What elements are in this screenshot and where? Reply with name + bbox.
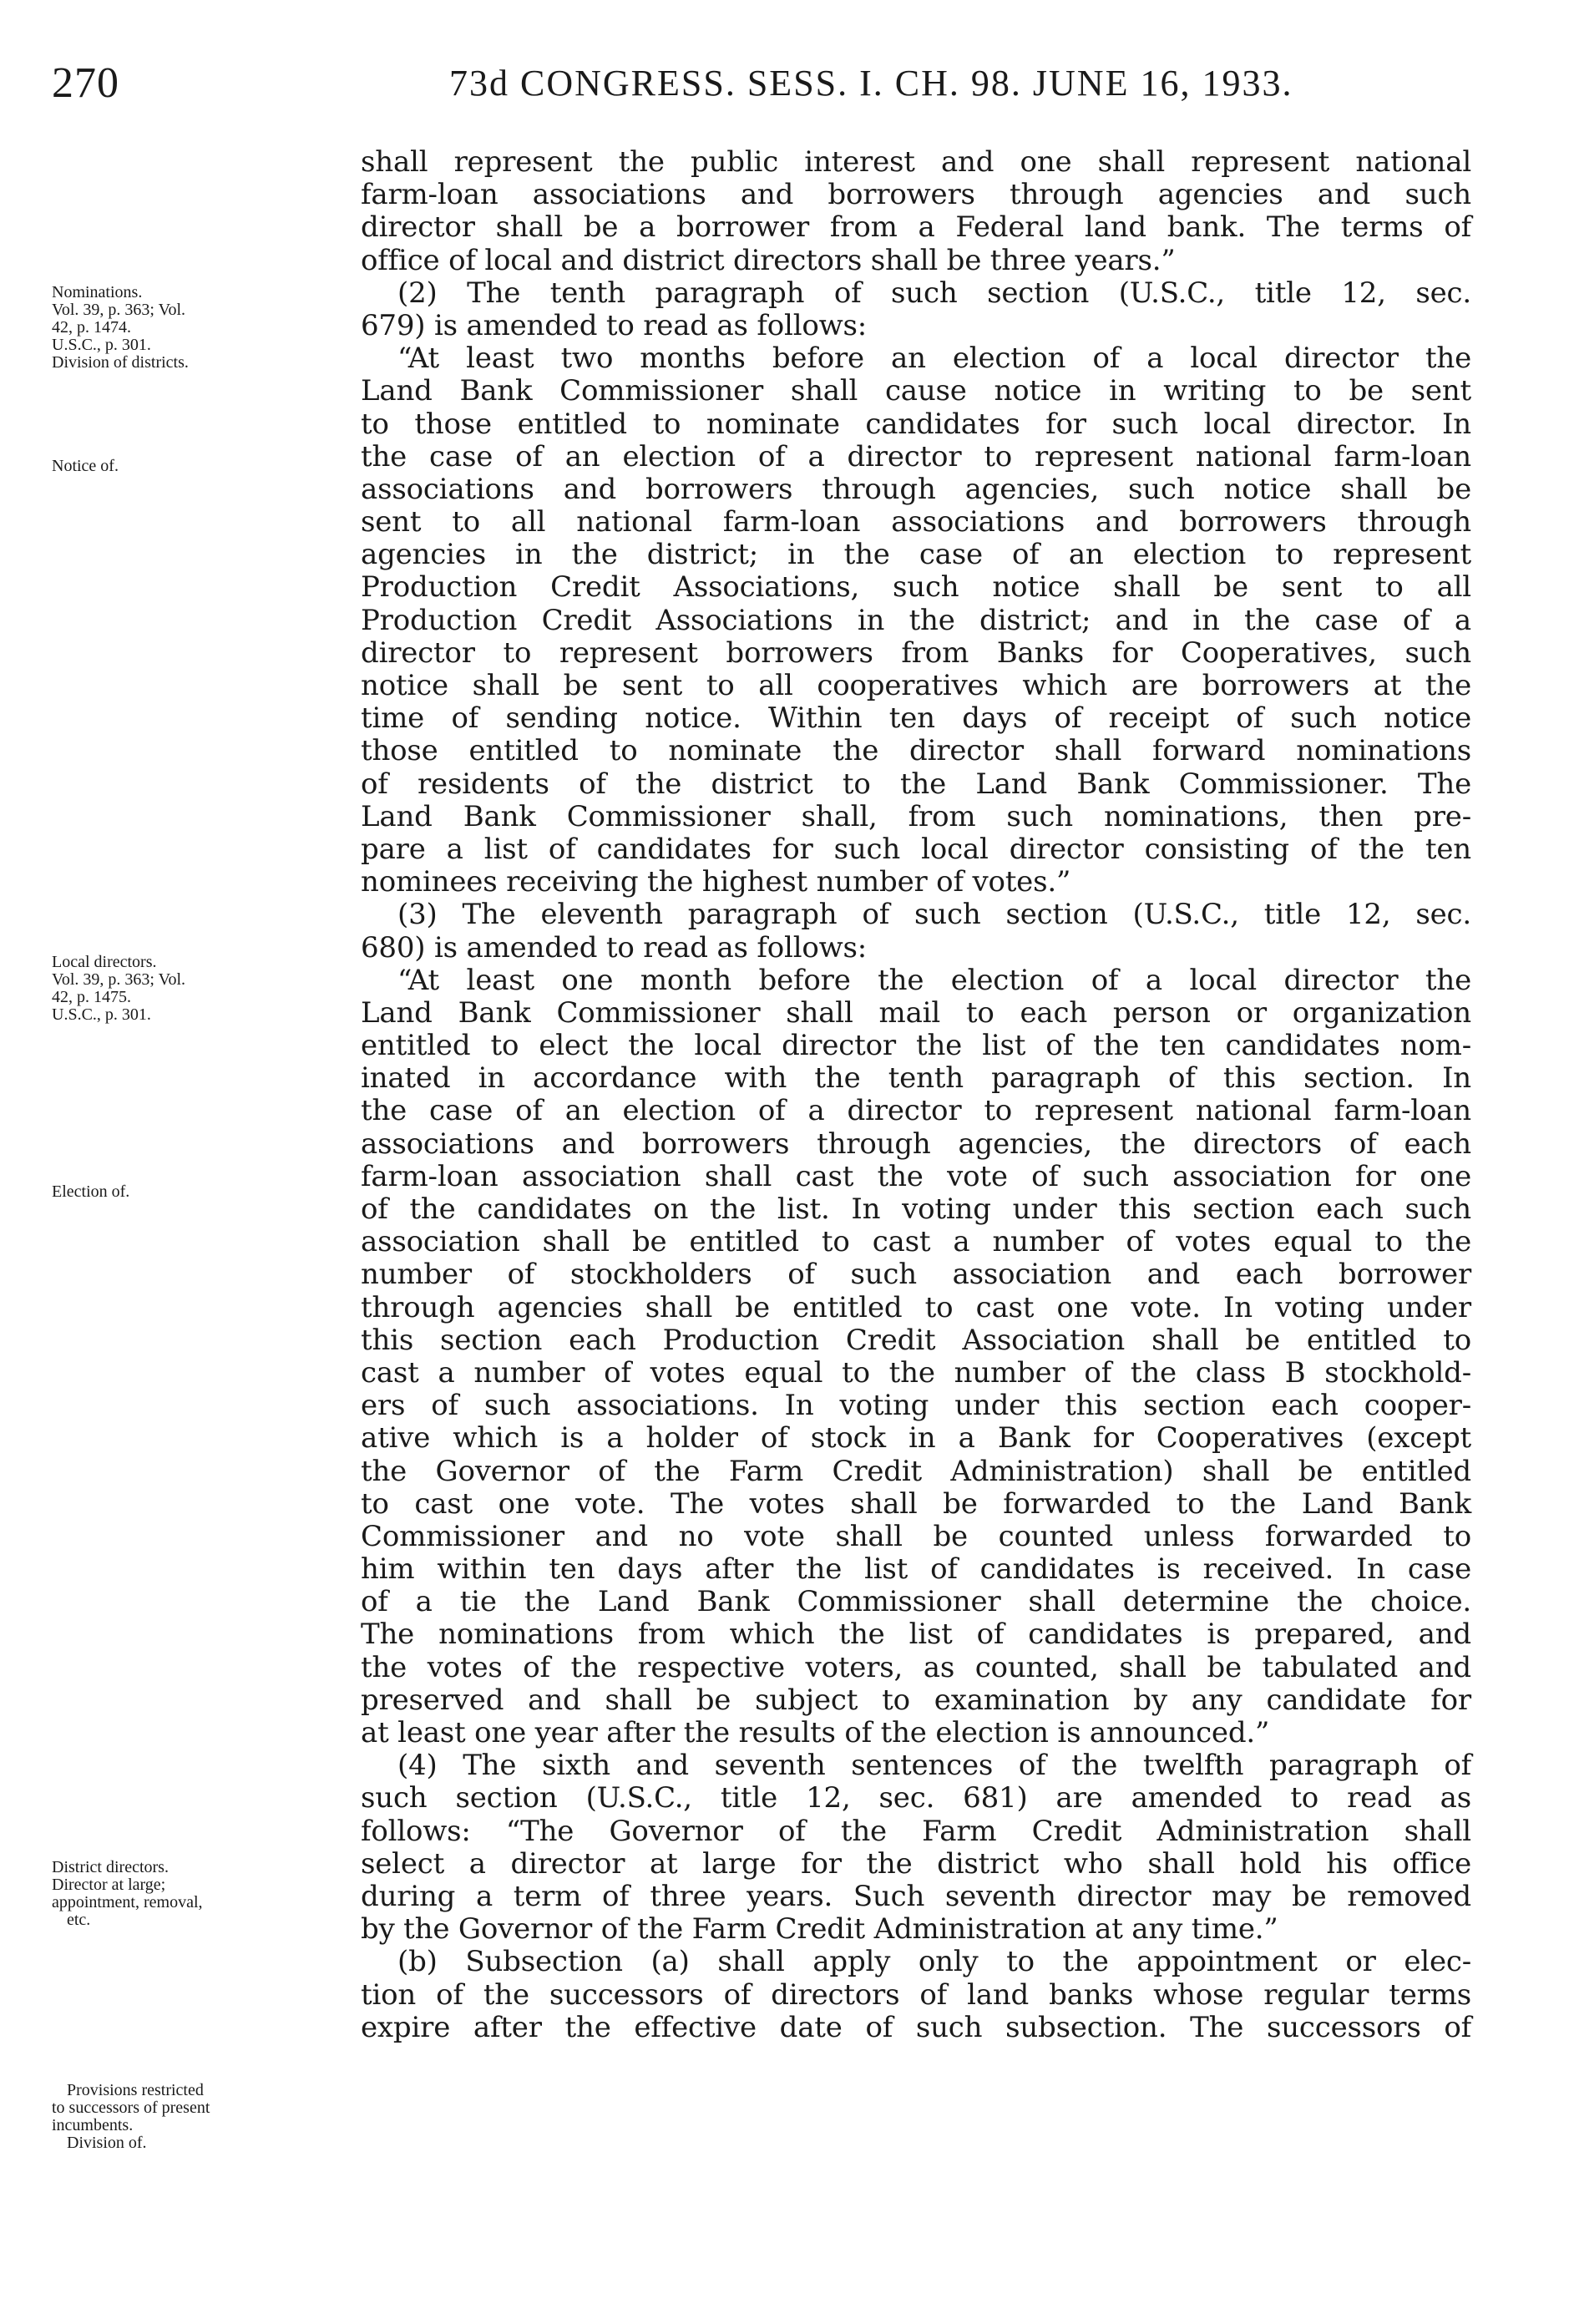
body-line: the case of an election of a director to represent national farm-loan [361,439,1471,473]
body-line: to cast one vote. The votes shall be forwarded to the Land Bank [361,1486,1471,1521]
body-line: association shall be entitled to cast a number of votes equal to the [361,1225,1471,1259]
body-line: office of local and district directors shall be three years.” [361,243,1176,277]
statute-body-text [361,146,1471,2044]
body-line: farm-loan association shall cast the vote of such association for one [361,1159,1471,1193]
running-head: 73d CONGRESS. SESS. I. CH. 98. JUNE 16, 1933. [449,63,1293,104]
body-line: inated in accordance with the tenth paragraph of this section. In [361,1061,1471,1096]
body-line: him within ten days after the list of candidates is received. In case [361,1552,1471,1587]
body-line: sent to all national farm-loan associations and borrowers through [361,505,1471,539]
body-line: the votes of the respective voters, as counted, shall be tabulated and [361,1650,1471,1684]
body-line: Land Bank Commissioner shall, from such nominations, then pre- [361,799,1471,833]
body-line: pare a list of candidates for such local director consisting of the ten [361,832,1471,866]
body-line: of residents of the district to the Land Bank Commissioner. The [361,767,1471,801]
body-line: the Governor of the Farm Credit Administration) shall be entitled [361,1454,1471,1488]
body-line: expire after the effective date of such subsection. The successors of [361,2010,1471,2044]
margin-note-line: Notice of. [52,457,119,475]
body-line: associations and borrowers through agencies, such notice shall be [361,472,1471,506]
margin-note-nominations [52,284,352,372]
page-number: 270 [52,59,119,107]
margin-note-provisions-restricted [52,2082,352,2152]
body-line: during a term of three years. Such seventh director may be removed [361,1879,1471,1913]
margin-note-line: Division of districts. [52,353,189,372]
body-line: follows: “The Governor of the Farm Credit Administration shall [361,1814,1471,1848]
body-line: those entitled to nominate the director shall forward nominations [361,734,1471,768]
margin-note-line: Vol. 39, p. 363; Vol. [52,970,186,989]
margin-note-line: U.S.C., p. 301. [52,1005,151,1024]
body-line: time of sending notice. Within ten days of receipt of such notice [361,701,1471,736]
body-line: of a tie the Land Bank Commissioner shall determine the choice. [361,1585,1471,1619]
body-line: (b) Subsection (a) shall apply only to the appointment or elec- [397,1945,1471,1979]
body-line: The nominations from which the list of candidates is prepared, and [361,1618,1471,1652]
body-line: entitled to elect the local director the list of the ten candidates nom- [361,1029,1471,1063]
body-line: number of stockholders of such association and each borrower [361,1258,1471,1292]
body-line: farm-loan associations and borrowers through agencies and such [361,178,1471,212]
body-line: through agencies shall be entitled to cast one vote. In voting under [361,1290,1471,1324]
margin-note-line: etc. [67,1911,91,1929]
body-line: (2) The tenth paragraph of such section (U.S.C., title 12, sec. [397,276,1471,310]
margin-note-election [52,1183,352,1201]
margin-note-line: Director at large; [52,1876,166,1894]
margin-note-line: Local directors. [52,953,157,971]
margin-note-line: Vol. 39, p. 363; Vol. [52,301,186,319]
body-line: “At least one month before the election of a local director the [397,963,1471,997]
margin-note-line: District directors. [52,1858,169,1876]
body-line: such section (U.S.C., title 12, sec. 681) are amended to read as [361,1781,1471,1815]
body-line: by the Governor of the Farm Credit Administration at any time.” [361,1912,1278,1947]
margin-notes [52,0,352,2324]
body-line: cast a number of votes equal to the number of the class B stockhold- [361,1355,1471,1390]
body-line: Commissioner and no vote shall be counted unless forwarded to [361,1519,1471,1553]
body-line: tion of the successors of directors of land banks whose regular terms [361,1977,1471,2012]
margin-note-line: to successors of present [52,2099,210,2117]
body-line: “At least two months before an election of a local director the [397,342,1471,376]
margin-note-line: U.S.C., p. 301. [52,336,151,354]
body-line: shall represent the public interest and one shall represent national [361,145,1471,179]
body-line: of the candidates on the list. In voting under this section each such [361,1192,1471,1226]
margin-note-line: Nominations. [52,283,143,301]
body-line: director to represent borrowers from Banks for Cooperatives, such [361,635,1471,670]
margin-note-line: Provisions restricted [67,2081,204,2099]
body-line: Production Credit Associations, such notice shall be sent to all [361,570,1471,605]
body-line: this section each Production Credit Association shall be entitled to [361,1323,1471,1357]
margin-note-line: Election of. [52,1182,130,1201]
body-line: (4) The sixth and seventh sentences of the twelfth paragraph of [397,1749,1471,1783]
body-line: Land Bank Commissioner shall mail to each person or organization [361,995,1471,1030]
body-line: agencies in the district; in the case of an election to represent [361,538,1471,572]
body-line: director shall be a borrower from a Federal land bank. The terms of [361,210,1471,245]
body-line: preserved and shall be subject to examination by any candidate for [361,1683,1471,1717]
body-line: to those entitled to nominate candidates for such local director. In [361,407,1471,441]
body-line: (3) The eleventh paragraph of such section (U.S.C., title 12, sec. [397,898,1471,932]
margin-note-line: appointment, removal, [52,1893,203,1911]
body-line: 679) is amended to read as follows: [361,308,868,342]
margin-note-local-directors [52,954,352,1024]
margin-note-line: 42, p. 1475. [52,988,131,1006]
body-line: the case of an election of a director to represent national farm-loan [361,1094,1471,1128]
body-line: Production Credit Associations in the district; and in the case of a [361,603,1471,637]
body-line: ers of such associations. In voting under this section each cooper- [361,1389,1471,1423]
body-line: 680) is amended to read as follows: [361,930,868,965]
body-line: at least one year after the results of the election is announced.” [361,1716,1270,1749]
body-line: Land Bank Commissioner shall cause notice in writing to be sent [361,374,1471,408]
body-line: ative which is a holder of stock in a Bank for Cooperatives (except [361,1421,1471,1456]
body-line: notice shall be sent to all cooperatives which are borrowers at the [361,669,1471,702]
margin-note-notice [52,458,352,475]
body-line: associations and borrowers through agencies, the directors of each [361,1127,1471,1161]
body-line: select a director at large for the district who shall hold his office [361,1846,1471,1881]
body-line: nominees receiving the highest number of votes.” [361,865,1071,899]
margin-note-district-directors [52,1859,352,1929]
margin-note-line: 42, p. 1474. [52,318,131,337]
margin-note-line: Division of. [67,2134,147,2152]
margin-note-line: incumbents. [52,2116,134,2134]
